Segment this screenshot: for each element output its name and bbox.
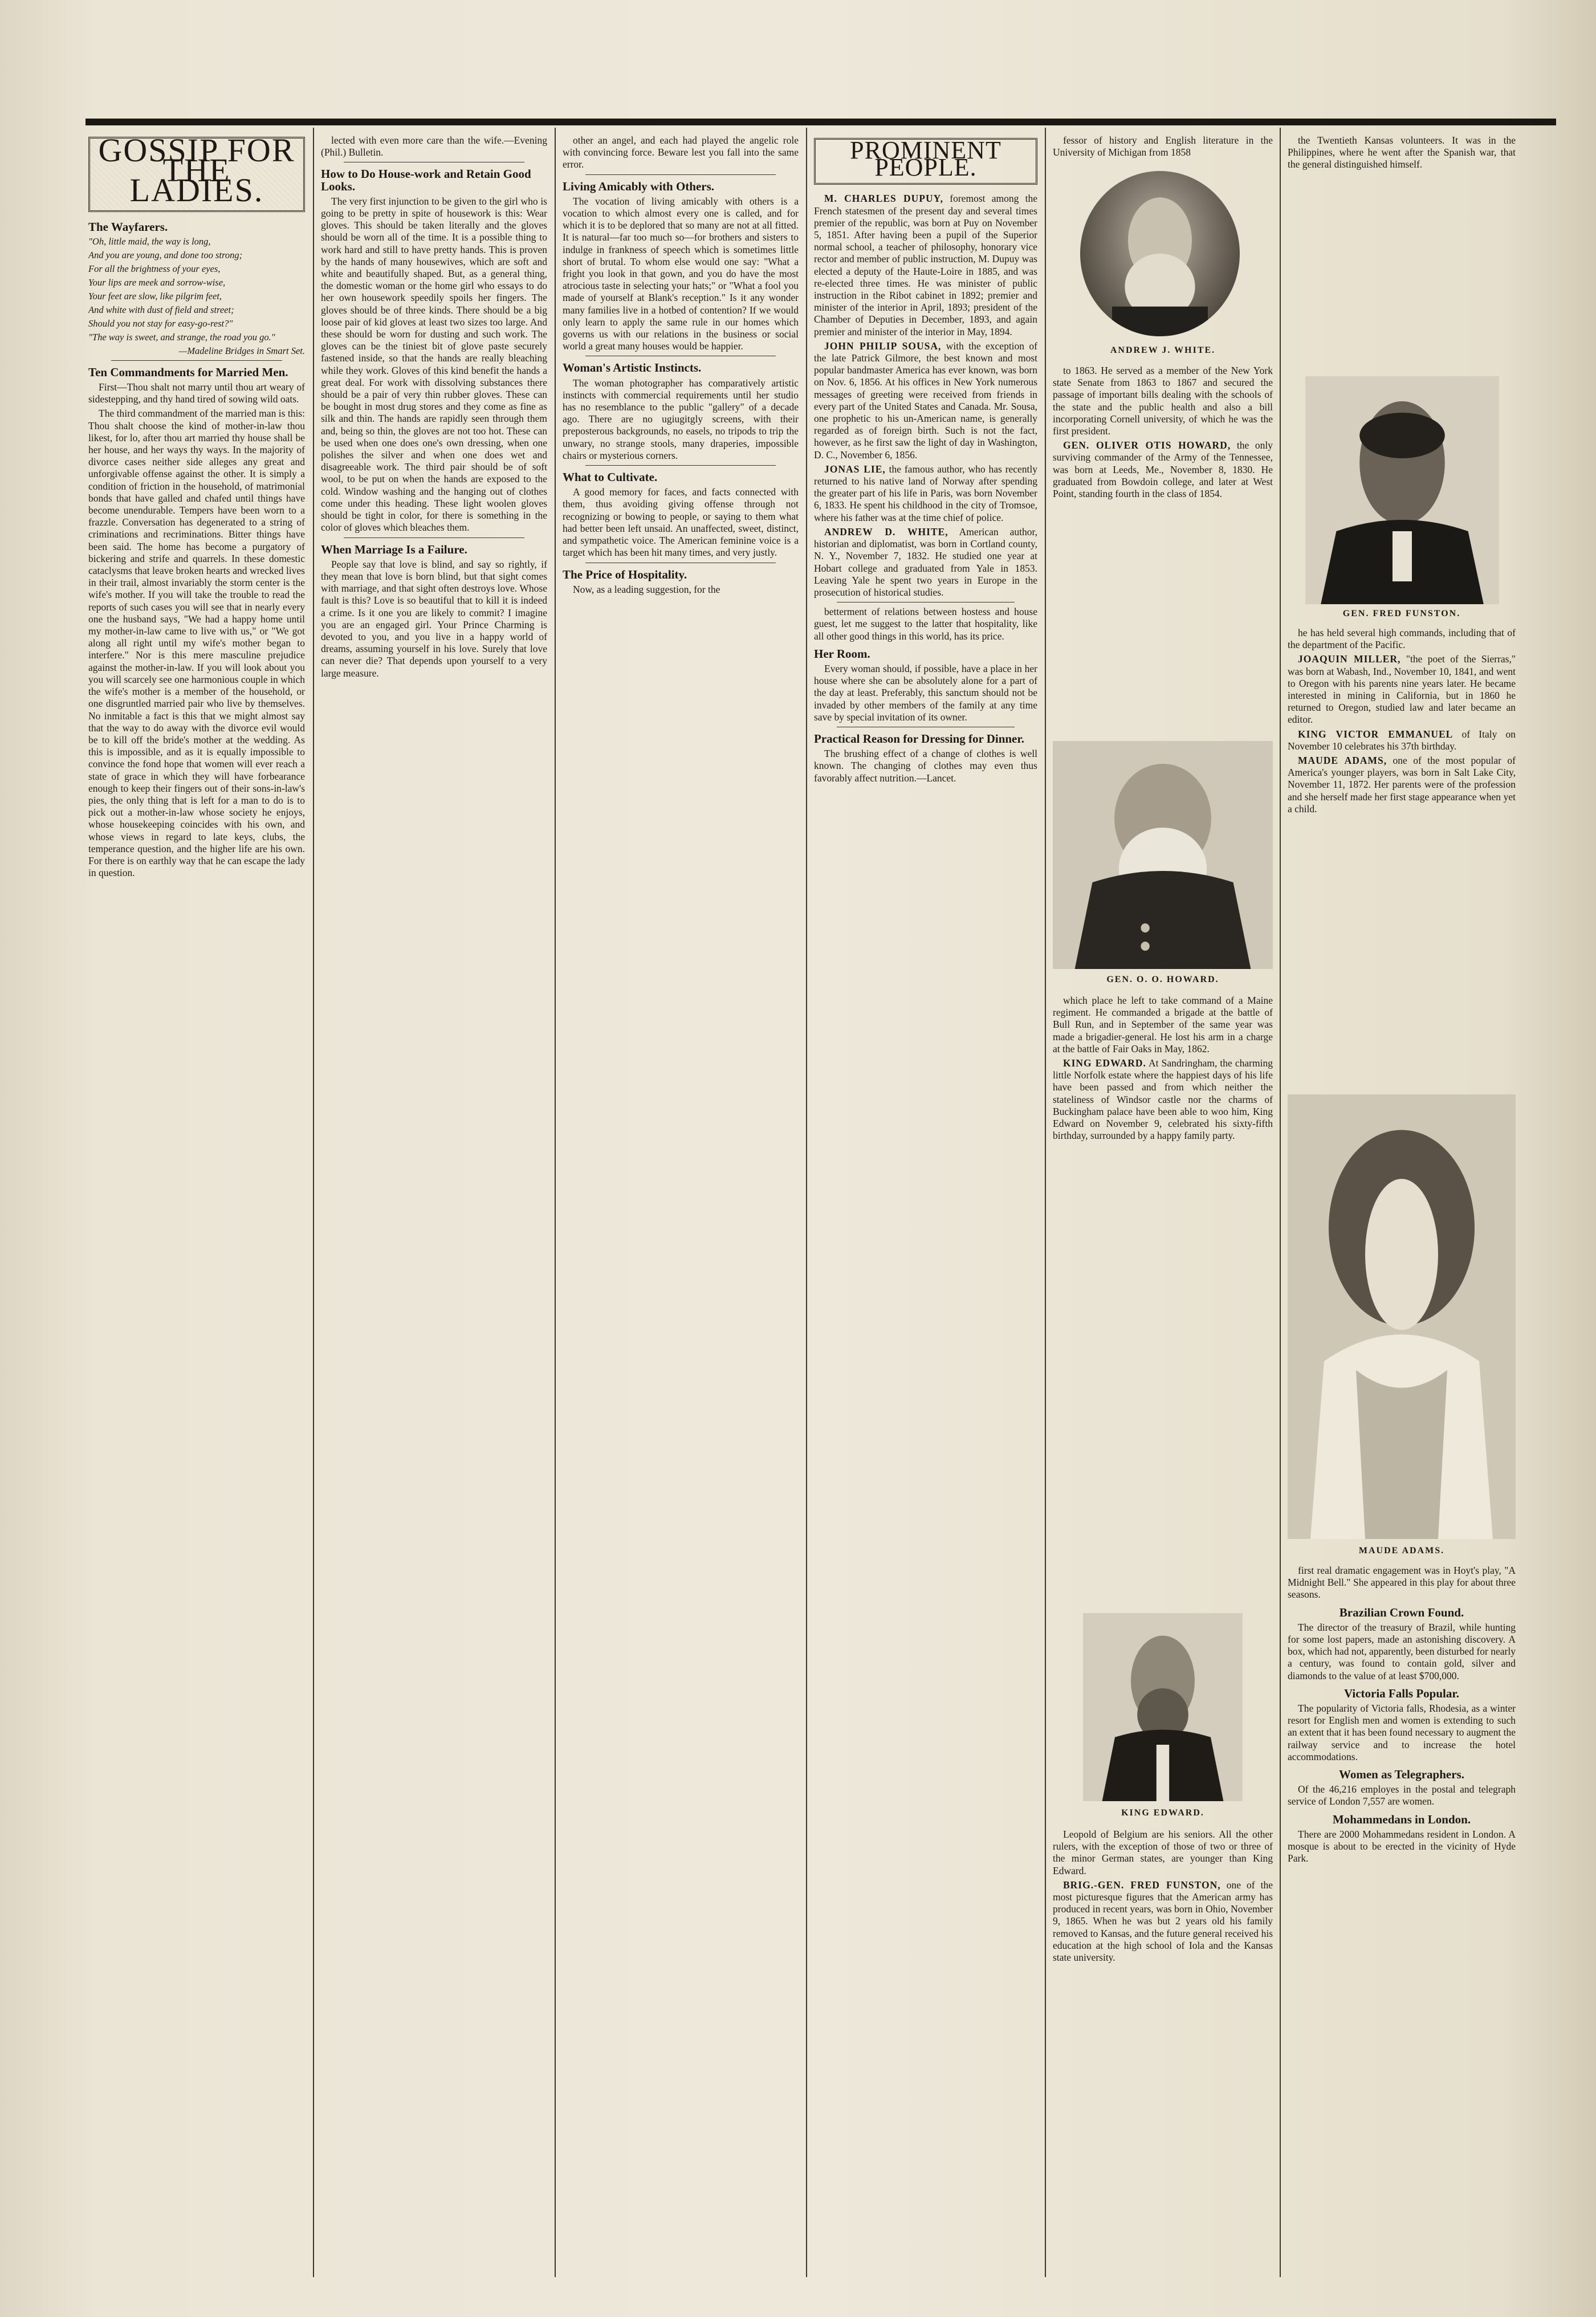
ten-commandments-intro: First—Thou shalt not marry until thou art weary of sidestepping, and thy hand tired of sowing wild oats. [88, 381, 305, 405]
top-rule [85, 119, 1556, 125]
dressing-title: Practical Reason for Dressing for Dinner. [814, 731, 1025, 746]
caption-howard: GEN. O. O. HOWARD. [1106, 975, 1219, 984]
room-title: Her Room. [814, 646, 870, 661]
column-1 [88, 135, 305, 2277]
caption-king-edward: KING EDWARD. [1121, 1808, 1204, 1818]
room-body: Every woman should, if possible, have a place in her house where she can be absolutely alone for a part of the day at least. Preferably, this sanctum should not be invaded by other members of the family at any time save by special invitation of its owner. [814, 662, 1037, 723]
adams-cont: first real dramatic engagement was in Hoyt's play, "A Midnight Bell." She appeared in this play for about three seasons. [1288, 1565, 1516, 1601]
poem-line: Your feet are slow, like pilgrim feet, [88, 290, 222, 302]
white-cont: to 1863. He served as a member of the New York state Senate from 1863 to 1867 and secured the passage of important bills dealing with the schools of the state and the public health and also a bill incorporating Cornell university, of which he was the first president. [1053, 365, 1273, 437]
white-lede: ANDREW D. WHITE, [824, 526, 948, 537]
column-3 [563, 135, 799, 2277]
amicable-body: The vocation of living amicably with others is a vocation to which almost every one is called, and for which it is to be deplored that so many are not at all fitted. It is natural—far too much so—for brothers and sisters to indulge in frankness of speech which is sometimes little short of brutal. To whom else would one say: "What a fright you look in that gown, and you do have the most atrocious taste in selecting your hats;" or "What a fool you made of yourself at Blank's reception." Is it any wonder many families live in a hotbed of contention? If we would only learn to apply the same rule in our homes which governs us with our relations in the business or social world a great many houses would be happier. [563, 195, 799, 352]
falls-body: The popularity of Victoria falls, Rhodesia, as a winter resort for English men and women is extending to such an extent that it has been found necessary to augment the railway service and to increase the hotel accommodations. [1288, 1703, 1516, 1762]
poem-line: And white with dust of field and street; [88, 304, 234, 315]
column-6-bottom [1288, 1565, 1516, 2277]
sousa-lede: JOHN PHILIP SOUSA, [824, 340, 942, 352]
divider [344, 537, 524, 538]
leopold-text: Leopold of Belgium are his seniors. All the other rulers, with the exception of those of two or three of the minor German states, are younger than King Edward. [1053, 1829, 1273, 1876]
white-body: American author, historian and diplomatist, was born in Cortland county, N. Y., November 7, 1832. He studied one year at Hobart college and graduated from Yale in 1853. Leaving Yale he spent two years in Europe in the prosecution of historical studies. [814, 526, 1037, 598]
caption-funston: GEN. FRED FUNSTON. [1342, 609, 1461, 618]
failure-body: People say that love is blind, and say so rightly, if they mean that love is born blind, but that sight comes with marriage, and that sight often destroys love. Whose fault is this? Love is so beautiful that to kill it is indeed a crime. Is it one you are likely to commit? I imagine you are an engaged girl. Your Prince Charming is devoted to you, and you live in a happy world of dreams, assuming yourself in his love. Surely that love can never die? That depends upon yourself to a very large measure. [321, 558, 547, 679]
col5-intro: fessor of history and English literature in the University of Michigan from 1858 [1053, 135, 1273, 158]
lie-body: the famous author, who has recently returned to his native land of Norway after spending the greater part of his life in Paris, was born November 6, 1833. He spent his childhood in the city of Tromsoe, where his father was at the time chief of police. [814, 463, 1037, 523]
gossip-heading: GOSSIP FOR THE LADIES. [98, 135, 295, 209]
ten-commandments-title: Ten Commandments for Married Men. [88, 365, 288, 379]
portrait-funston [1305, 376, 1499, 604]
lie-lede: JONAS LIE, [824, 463, 886, 475]
howard-lede: GEN. OLIVER OTIS HOWARD, [1063, 439, 1231, 451]
adams-body: one of the most popular of America's younger players, was born in Salt Lake City, November 11, 1872. Her parents were of the profession and she herself made her first stage appearance when yet a child. [1288, 755, 1516, 815]
miller-body: "the poet of the Sierras," was born at Wabash, Ind., November 10, 1841, and went to Oregon with his parents nine years later. He became interested in mining in California, but in 1860 he returned to Oregon, studied law and later became an editor. [1288, 653, 1516, 726]
crown-title: Brazilian Crown Found. [1339, 1605, 1464, 1619]
adams-lede: MAUDE ADAMS, [1298, 755, 1387, 767]
artistic-title: Woman's Artistic Instincts. [563, 361, 702, 375]
column-rule [1280, 128, 1281, 2277]
victor-lede: KING VICTOR EMMANUEL [1298, 728, 1453, 740]
crown-body: The director of the treasury of Brazil, while hunting for some lost papers, made an astonishing discovery. A box, which had not, apparently, been disturbed for nearly a century, was found to contain gold, silver and diamonds to the value of at least $700,000. [1288, 1621, 1516, 1681]
col6-intro: the Twentieth Kansas volunteers. It was in the Philippines, where he went after the Spanish war, that the general distinguished himself. [1288, 135, 1516, 170]
howard-body: the only surviving commander of the Army of the Tennessee, was born at Leeds, Me., November 8, 1830. He graduated from Bowdoin college, and later at West Point, standing fourth in the class of 1854. [1053, 439, 1273, 500]
poem-credit: —Madeline Bridges in Smart Set. [178, 345, 305, 356]
divider [111, 360, 282, 361]
divider [585, 174, 776, 175]
column-rule [555, 128, 556, 2277]
column-6-mid [1288, 627, 1516, 1077]
housework-title: How to Do House-work and Retain Good Looks. [321, 167, 531, 193]
caption-maude-adams: MAUDE ADAMS. [1358, 1546, 1445, 1555]
poem-line: Your lips are meek and sorrow-wise, [88, 276, 226, 288]
funston-body: one of the most picturesque figures that the American army has produced in recent years, was born in Ohio, November 9, 1865. When he was but 2 years old his family removed to Kansas, and the future general received his education at the high school of Iola and the Kansas state university. [1053, 1879, 1273, 1964]
poem-line: And you are young, and done too strong; [88, 249, 243, 260]
victor-body: of Italy on November 10 celebrates his 37th birthday. [1288, 728, 1516, 752]
failure-title: When Marriage Is a Failure. [321, 542, 467, 556]
poem-line: Should you not stay for easy-go-rest?" [88, 317, 233, 329]
column-6-top [1288, 135, 1516, 374]
prominent-heading: PROMINENT PEOPLE. [850, 136, 1001, 182]
column-rule [313, 128, 314, 2277]
column-rule [806, 128, 807, 2277]
price-body: Now, as a leading suggestion, for the [573, 583, 720, 595]
tele-body: Of the 46,216 employes in the postal and telegraph service of London 7,557 are women. [1288, 1783, 1516, 1807]
price-title: The Price of Hospitality. [563, 567, 687, 581]
edward-lede: KING EDWARD. [1063, 1057, 1146, 1069]
funston-lede: BRIG.-GEN. FRED FUNSTON, [1063, 1879, 1221, 1891]
betterment-text: betterment of relations between hostess and house guest, let me suggest to the latter that hospitality, like all other good things in this world, has its price. [814, 606, 1037, 642]
col2-intro: lected with even more care than the wife.—Evening (Phil.) Bulletin. [321, 135, 547, 158]
caption-andrew-white: ANDREW J. WHITE. [1110, 345, 1216, 355]
poem-title: The Wayfarers. [88, 219, 168, 234]
tele-title: Women as Telegraphers. [1339, 1768, 1464, 1782]
moh-title: Mohammedans in London. [1332, 1812, 1471, 1826]
cultivate-title: What to Cultivate. [563, 470, 658, 484]
sousa-body: with the exception of the late Patrick Gilmore, the best known and most popular bandmaster America has ever known, was born on Nov. 6, 1856. At his offices in New York numerous messages of greeting were received from friends in every part of the United States and Canada. Mr. Sousa, one prophetic to his un-American name, is generally regarded as of foreign birth. Such is not the fact, however, as he first saw the light of day in Washington, D. C., November 6, 1856. [814, 340, 1037, 461]
portrait-howard [1053, 741, 1273, 969]
moh-body: There are 2000 Mohammedans resident in London. A mosque is about to be erected in the vicinity of Hyde Park. [1288, 1828, 1516, 1864]
dupuy-body: foremost among the French statesmen of the present day and several times premier of the republic, was born at Puy on November 5, 1851. After having been a pupil of the Superior normal school, a teacher of philosophy, honorary vice rector and member of public instruction, M. Dupuy was elected a deputy of the Haute-Loire in 1885, and was re-elected three times. He was minister of public instruction in the Ribot cabinet in 1892; premier and minister of the interior in April, 1893; president of the Chamber of Deputies in December, 1893, and again premier and minister of the interior in May, 1894. [814, 193, 1037, 337]
amicable-title: Living Amicably with Others. [563, 179, 715, 193]
column-5-bottom [1053, 1829, 1273, 2277]
housework-body: The very first injunction to be given to the girl who is going to be pretty in spite of housework is this: Wear gloves. This should be taken literally and the gloves should be worn all of the time. It is a possible thing to work hard and still to have pretty hands. This is proven by the hands of many housewives, which are soft and white and beautifully shaped. But, as a general thing, the domestic woman or the home girl who essays to do her own housework speedily spoils her fingers. The gloves should be of three kinds. There should be a big loose pair of kid gloves at least two sizes too large. And these should be worn for dusting and such work. The gloves can be the tiniest bit of glove paste securely fastened inside, so that the hands are really bleaching while they work. Gloves of this kind benefit the hands a great deal. For work with dissolving substances there should be a pair of very thin rubber gloves. These can be bought in most drug stores and they come as fine as silk and thin. The hands are rapidly seen through them and, being so thin, the gloves are not too hot. These can be used when one does one's own dressing, when one polishes the silver and when one does wet and disagreeable work. The third pair should be of soft wool, to be put on when the hands are exposed to the cold. Window washing and the hanging out of clothes come under this heading. These light woolen gloves should be tight in color, for there is something in the color of gloves which bleaches them. [321, 195, 547, 534]
prominent-banner [814, 138, 1037, 185]
portrait-king-edward [1083, 1613, 1243, 1801]
dupuy-lede: M. CHARLES DUPUY, [824, 193, 944, 205]
poem-line: "Oh, little maid, the way is long, [88, 235, 211, 247]
column-5-lower [1053, 995, 1273, 1610]
miller-lede: JOAQUIN MILLER, [1298, 653, 1401, 665]
edward-body: At Sandringham, the charming little Norfolk estate where the happiest days of his life have been passed and from which neither the stateliness of Windsor castle nor the charms of Buckingham palace have been able to woo him, King Edward on November 9, celebrated his sixty-fifth birthday, surrounded by a happy family party. [1053, 1057, 1273, 1142]
column-4 [814, 135, 1037, 2277]
ten-commandments-body: The third commandment of the married man is this: Thou shalt choose the kind of mother-in-law thou likest, for lo, after thou art married thy house shall be her house, and her ways thy ways. In the majority of divorce cases neither side alleges any great and unforgivable offense against the other. It is simply a condition of friction in the household, of matrimonial bonds that have galled and chafed until things have become unendurable. Tempers have been worn to a frazzle. Conversation has degenerated to a string of criminations and recriminations. Bitter things have been said. The home has become a purgatory of bickering and strife and quarrels. In these domestic cataclysms that leave broken hearts and wrecked lives in their trail, almost invariably the storm center is the wife's mother. If you will take the trouble to read the reports of such cases you will see that in nearly every one the husband says, "We had a happy home until my mother-in-law came to live with us," or "We got along all right until my wife's mother began to interfere." Nor is this mere masculine prejudice against the mother-in-law. If you will look about you you will scarcely see one harmonious couple in which the wife's mother is a member of the household, or one disgruntled married pair who live by themselves. No inmitable a fact is this that we might almost say that the way to do away with the divorce evil would be to kill off the bride's mother at the wedding. As this is impossible, and as it is equally impossible to convince the fond hope that women will ever reach a state of grace in which they will have forbearance enough to keep their fingers out of their sons-in-law's pies, the only thing that is left for a man to do is to pick out a mother-in-law whose society he enjoys, whose housekeeping coincides with his own, and whose views in regard to late keys, clubs, the temperance question, and the higher life are his own. For there is on earthly way that he can escape the lady in question. [88, 408, 305, 879]
dressing-body: The brushing effect of a change of clothes is well known. The changing of clothes may even thus favorably affect nutrition.—Lancet. [814, 748, 1037, 784]
portrait-andrew-white [1080, 171, 1240, 336]
artistic-body: The woman photographer has comparatively artistic instincts with commercial requirements until her studio has no resemblance to the public "gallery" of a decade ago. There are no ugiugitgly screens, with their preposterous backgrounds, no easels, no tripods to trip the unwary, no strange stools, many draperies, impossible chairs or mysterious corners. [563, 377, 799, 461]
falls-title: Victoria Falls Popular. [1343, 1686, 1460, 1700]
gossip-banner [88, 137, 305, 212]
howard-cont: which place he left to take command of a Maine regiment. He commanded a brigade at the battle of Bull Run, and in September of the same year was made a brigadier-general. He lost his arm in a charge at the battle of Fair Oaks in May, 1862. [1053, 995, 1273, 1054]
column-5-mid [1053, 365, 1273, 764]
poem-line: For all the brightness of your eyes, [88, 263, 221, 274]
column-2 [321, 135, 547, 2277]
portrait-maude-adams [1288, 1094, 1516, 1539]
poem-line: "The way is sweet, and strange, the road you go." [88, 331, 275, 343]
divider [585, 465, 776, 466]
col3-intro: other an angel, and each had played the angelic role with convincing force. Beware lest you fall into the same error. [563, 135, 799, 170]
cultivate-body: A good memory for faces, and facts connected with them, thus avoiding giving offense through not recognizing or bowing to people, or saying to them what had better been left unsaid. An unaffected, sweet, distinct, and sympathetic voice. The American feminine voice is a target which has been hit many times, and very justly. [563, 486, 799, 559]
column-rule [1045, 128, 1046, 2277]
funston-cont: he has held several high commands, including that of the department of the Pacific. [1288, 627, 1516, 651]
